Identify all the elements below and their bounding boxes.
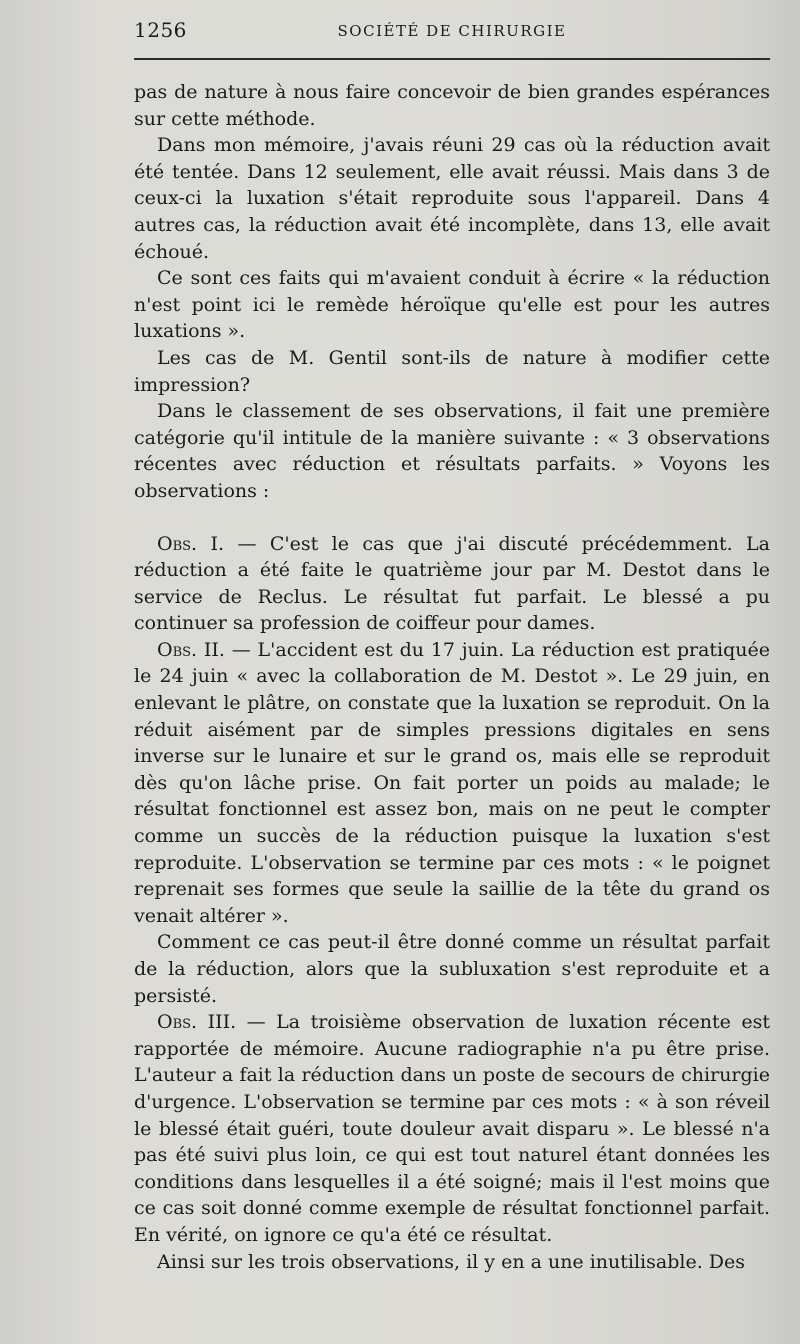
paragraph-comment: Comment ce cas peut-il être donné comme un résultat parfait de la réduction, alors que la subluxation s'est reproduite et a persisté. xyxy=(134,931,770,1007)
header-rule xyxy=(134,58,770,60)
paragraph-continuation: pas de nature à nous faire concevoir de bien grandes espérances sur cette méthode. xyxy=(134,81,770,130)
paragraph-question: Les cas de M. Gentil sont-ils de nature à modifier cette impression? xyxy=(134,346,770,396)
paragraph-obs-3 xyxy=(134,1009,770,1248)
paragraph-final: Ainsi sur les trois observations, il y en a une inutilisable. Des xyxy=(157,1250,745,1273)
obs-2-label: Obs. II. xyxy=(157,638,225,661)
paragraph-obs-2 xyxy=(134,637,770,930)
paragraph-memoire: Dans mon mémoire, j'avais réuni 29 cas où la réduction avait été tentée. Dans 12 seulement, elle avait réussi. Mais dans 3 de ceux-ci la luxation s'était reproduite sous l'appareil. Dans 4 autres cas, la réduction avait été incomplète, dans 13, elle avait échoué. xyxy=(134,134,770,263)
paragraph-obs-1 xyxy=(134,531,770,637)
obs-2-text: — L'accident est du 17 juin. La réduction est pratiquée le 24 juin « avec la collaboration de M. Destot ». Le 29 juin, en enlevant le plâtre, on constate que la luxation se reproduit. On la réduit aisément par de simples pressions digitales en sens inverse sur le lunaire et sur le grand os, mais elle se reproduit dès qu'on lâche prise. On fait porter un poids au malade; le résultat fonctionnel est assez bon, mais on ne peut le compter comme un succès de la réduction puisque la luxation s'est reproduite. L'observation se termine par ces mots : « le poignet reprenait ses formes que seule la saillie de la tête du grand os venait altérer ». xyxy=(134,638,770,927)
page-number: 1256 xyxy=(134,18,187,42)
obs-3-label: Obs. III. xyxy=(157,1011,237,1034)
obs-1-label: Obs. I. xyxy=(157,532,225,555)
obs-3-text: — La troisième observation de luxation récente est rapportée de mémoire. Aucune radiographie n'a pu être prise. L'auteur a fait la réduction dans un poste de secours de chirurgie d'urgence. L'observation se termine par ces mots : « à son réveil le blessé était guéri, toute douleur avait disparu ». Le blessé n'a pas été suivi plus loin, ce qui est tout naturel étant données les conditions dans lesquelles il a été soigné; mais il l'est moins que ce cas soit donné comme exemple de résultat fonctionnel parfait. En vérité, on ignore ce qu'a été ce résultat. xyxy=(134,1011,770,1246)
running-head: SOCIÉTÉ DE CHIRURGIE xyxy=(337,22,567,40)
body-text xyxy=(134,79,770,1275)
paragraph-classement: Dans le classement de ses observations, il fait une première catégorie qu'il intitule de la manière suivante : « 3 observations récentes avec réduction et résultats parfaits. » Voyons les observations : xyxy=(134,400,770,502)
paragraph-conclusion-citation: Ce sont ces faits qui m'avaient conduit à écrire « la réduction n'est point ici le remède héroïque qu'elle est pour les autres luxations ». xyxy=(134,267,770,343)
page-header xyxy=(134,14,770,44)
obs-1-text: — C'est le cas que j'ai discuté précédemment. La réduction a été faite le quatrième jour par M. Destot dans le service de Reclus. Le résultat fut parfait. Le blessé a pu continuer sa profession de coiffeur pour dames. xyxy=(134,532,770,635)
